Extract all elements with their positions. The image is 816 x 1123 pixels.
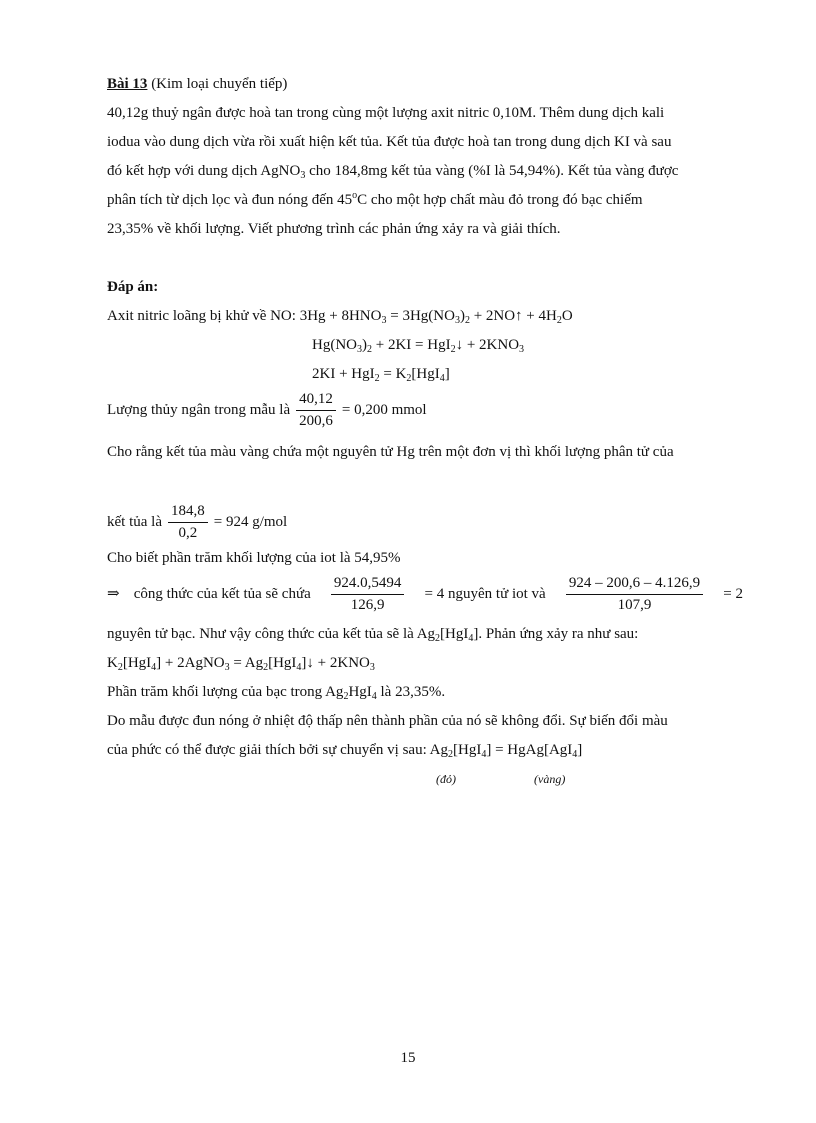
answer-heading: Đáp án: bbox=[107, 279, 159, 295]
equation-nitric: Axit nitric loãng bị khử về NO: $3Hg + 8HNO_3 = 3Hg(NO_3)_2$ + 2NO↑ + $4H_2O$ bbox=[107, 308, 573, 326]
explanation-line: Do mẫu được đun nóng ở nhiệt độ thấp nên thành phần của nó sẽ không đổi. Sự biến đổi màu bbox=[107, 713, 668, 729]
conclusion-line: nguyên tử bạc. Như vậy công thức của kết tủa sẽ là $Ag_2[HgI_4]$. Phản ứng xảy ra như sau: bbox=[107, 626, 639, 644]
silver-percentage: Phần trăm khối lượng của bạc trong $Ag_2HgI_4$ là 23,35%. bbox=[107, 684, 446, 702]
document-body bbox=[107, 70, 743, 794]
silver-fraction: $\frac{924 - 200,6 - 4.126,9}{107,9}$ bbox=[566, 573, 703, 616]
implies-symbol: ⇒ bbox=[107, 586, 120, 602]
color-label-red: (đỏ) bbox=[436, 772, 456, 786]
problem-line: 40,12g thuỷ ngân được hoà tan trong cùng một lượng axit nitric 0,10M. Thêm dung dịch kali bbox=[107, 105, 665, 121]
problem-statement bbox=[107, 99, 743, 244]
explanation-line: của phức có thể được giải thích bởi sự chuyển vị sau: $Ag_2[HgI_4]$ = HgAg[AgI$_4$] bbox=[107, 742, 583, 760]
problem-line: phân tích từ dịch lọc và đun nóng đến 45$^o$C cho một hợp chất màu đỏ trong đó bạc chiếm bbox=[107, 190, 643, 208]
mass-fraction: $\frac{184,8}{0,2}$ bbox=[168, 501, 208, 544]
iodine-fraction: $\frac{924.0,5494}{126,9}$ bbox=[331, 573, 405, 616]
equation-complex: $2KI + HgI_2 = K_2[HgI_4]$ bbox=[312, 366, 450, 384]
molar-mass: kết tủa là $\frac{184,8}{0,2}$ = 924 g/mol bbox=[107, 501, 743, 544]
assumption-line: Cho rằng kết tủa màu vàng chứa một nguyên tử Hg trên một đơn vị thì khối lượng phân tử của bbox=[107, 444, 674, 460]
page-number: 15 bbox=[400, 1050, 416, 1066]
mercury-amount: Lượng thủy ngân trong mẫu là $\frac{40,12}{200,6}$ = 0,200 mmol bbox=[107, 389, 743, 432]
equation-ki: $Hg(NO_3)_2 + 2KI$ = HgI$_2$↓ + $2KNO_3$ bbox=[312, 337, 525, 355]
mercury-fraction: $\frac{40,12}{200,6}$ bbox=[296, 389, 336, 432]
problem-line: 23,35% về khối lượng. Viết phương trình các phản ứng xảy ra và giải thích. bbox=[107, 221, 561, 237]
color-label-yellow: (vàng) bbox=[534, 772, 566, 786]
reaction-equation: $K_2[HgI_4]$ + 2AgNO$_3$ = $Ag_2[HgI_4]↓ + 2KNO_3$ bbox=[107, 655, 375, 673]
problem-line: đó kết hợp với dung dịch AgNO$_3$ cho 184,8mg kết tủa vàng (%I là 54,94%). Kết tủa vàng được bbox=[107, 163, 679, 181]
formula-derivation: ⇒ công thức của kết tủa sẽ chứa $\frac{924.0,5494}{126,9}$ = 4 nguyên tử iot và $\frac{924 - 200,6 - 4.126,9}{107,9}$ = 2 bbox=[107, 573, 743, 616]
iodine-percentage: Cho biết phần trăm khối lượng của iot là 54,95% bbox=[107, 550, 401, 566]
exercise-title bbox=[107, 70, 743, 99]
exercise-topic: (Kim loại chuyển tiếp) bbox=[151, 76, 288, 92]
color-annotations bbox=[107, 765, 743, 794]
problem-line: iodua vào dung dịch vừa rồi xuất hiện kết tủa. Kết tủa được hoà tan trong dung dịch KI và sau bbox=[107, 134, 672, 150]
exercise-label: Bài 13 bbox=[107, 76, 148, 92]
